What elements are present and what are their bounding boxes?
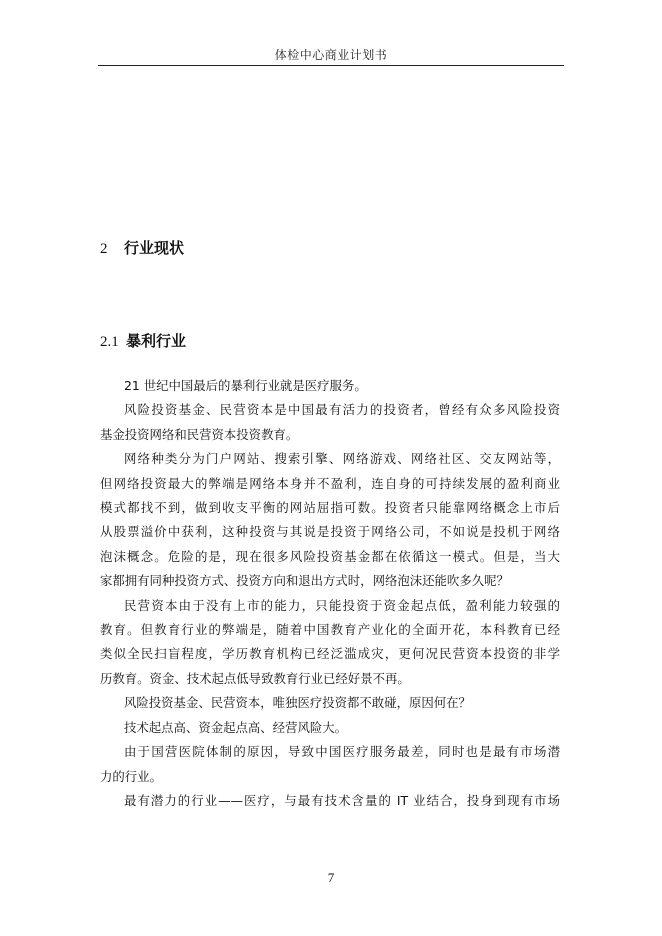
text-line: 风险投资基金、民营资本，唯独医疗投资都不敢碰，原因何在？ <box>124 695 471 711</box>
text-line: 力的行业。 <box>100 768 162 784</box>
text-line: 教育。但教育行业的弊端是，随着中国教育产业化的全面开花，本科教育已经 <box>100 622 560 638</box>
text-line: 由于国营医院体制的原因，导致中国医疗服务最差，同时也是最有市场潜 <box>124 744 560 760</box>
text-line: 家都拥有同种投资方式、投资方向和退出方式时，网络泡沫还能吹多久呢？ <box>100 573 509 589</box>
text-line: 技术起点高、资金起点高、经营风险大。 <box>124 719 348 735</box>
paragraph <box>100 447 560 593</box>
text-line: 但网络投资最大的弊端是网络本身并不盈利，连自身的可持续发展的盈利商业 <box>100 475 560 491</box>
text-line: 网络种类分为门户网站、搜索引擎、网络游戏、网络社区、交友网站等， <box>124 451 560 467</box>
subsection-title: 暴利行业 <box>126 332 187 350</box>
paragraph <box>100 740 560 789</box>
text-line: 基金投资网络和民营资本投资教育。 <box>100 426 299 442</box>
text-line: 类似全民扫盲程度，学历教育机构已经泛滥成灾，更何况民营资本投资的非学 <box>100 646 560 662</box>
paragraph <box>100 716 560 740</box>
paragraph <box>100 398 560 447</box>
text-line: 民营资本由于没有上市的能力，只能投资于资金起点低，盈利能力较强的 <box>124 597 560 613</box>
text-line: 模式都找不到，做到收支平衡的网站屈指可数。投资者只能靠网络概念上市后 <box>100 500 560 516</box>
text-line: 从股票溢价中获利，这种投资与其说是投资于网络公司，不如说是投机于网络 <box>100 524 560 540</box>
subsection-number: 2.1 <box>100 334 119 350</box>
running-header: 体检中心商业计划书 <box>274 48 388 62</box>
paragraph <box>100 691 560 715</box>
section-number: 2 <box>100 241 108 257</box>
text-line: 泡沫概念。危险的是，现在很多风险投资基金都在依循这一模式。但是，当大 <box>100 548 560 564</box>
text-line: 21 世纪中国最后的暴利行业就是医疗服务。 <box>124 378 367 393</box>
header-rule <box>98 65 564 66</box>
text-line: 最有潜力的行业——医疗，与最有技术含量的 IT 业结合，投身到现有市场 <box>124 792 560 808</box>
paragraph <box>100 594 560 692</box>
text-line: 历教育。资金、技术起点低导致教育行业已经好景不再。 <box>100 670 410 686</box>
text-line: 风险投资基金、民营资本是中国最有活力的投资者，曾经有众多风险投资 <box>124 402 560 418</box>
page-number: 7 <box>327 870 335 885</box>
section-heading <box>100 237 184 258</box>
paragraph <box>100 789 560 813</box>
body-text <box>100 374 560 813</box>
section-title: 行业现状 <box>124 239 185 257</box>
subsection-heading <box>100 330 186 351</box>
paragraph <box>100 374 560 398</box>
